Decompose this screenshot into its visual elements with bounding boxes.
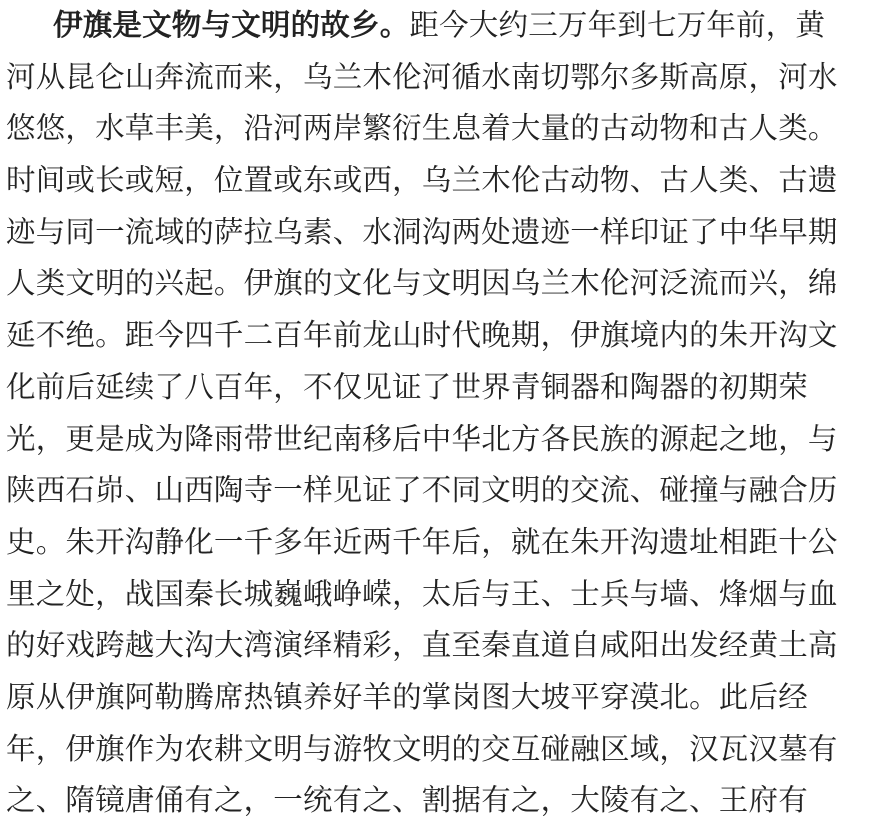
article-body — [6, 0, 876, 827]
paragraph-line-11: 史。朱开沟静化一千多年近两千年后，就在朱开沟遗址相距十公 — [6, 524, 838, 559]
paragraph-line-2: 河从昆仑山奔流而来，乌兰木伦河循水南切鄂尔多斯高原，河水 — [6, 59, 838, 94]
line-text: 距今大约三万年到七万年前，黄 — [409, 8, 826, 42]
paragraph-line-3: 悠悠，水草丰美，沿河两岸繁衍生息着大量的古动物和古人类。 — [6, 111, 838, 146]
paragraph-line-9: 光，更是成为降雨带世纪南移后中华北方各民族的源起之地，与 — [6, 421, 838, 456]
paragraph-line-13: 的好戏跨越大沟大湾演绎精彩，直至秦直道自咸阳出发经黄土高 — [6, 628, 838, 663]
lead-sentence: 伊旗是文物与文明的故乡。 — [53, 8, 410, 42]
paragraph-line-12: 里之处，战国秦长城巍峨峥嵘，太后与王、士兵与墙、烽烟与血 — [6, 576, 838, 611]
paragraph-line-10: 陕西石峁、山西陶寺一样见证了不同文明的交流、碰撞与融合历 — [6, 473, 838, 508]
paragraph-line-8: 化前后延续了八百年，不仅见证了世界青铜器和陶器的初期荣 — [6, 369, 808, 404]
paragraph-line-1 — [6, 0, 876, 52]
paragraph-line-14: 原从伊旗阿勒腾席热镇养好羊的掌岗图大坡平穿漠北。此后经 — [6, 679, 808, 714]
paragraph-line-16: 之、隋镜唐俑有之，一统有之、割据有之，大陵有之、王府有 — [6, 783, 808, 818]
paragraph-line-5: 迹与同一流域的萨拉乌素、水洞沟两处遗迹一样印证了中华早期 — [6, 214, 838, 249]
paragraph-line-6: 人类文明的兴起。伊旗的文化与文明因乌兰木伦河泛流而兴，绵 — [6, 266, 838, 301]
paragraph-line-15: 年，伊旗作为农耕文明与游牧文明的交互碰融区域，汉瓦汉墓有 — [6, 731, 838, 766]
paragraph-line-7: 延不绝。距今四千二百年前龙山时代晚期，伊旗境内的朱开沟文 — [6, 318, 838, 353]
paragraph-line-4: 时间或长或短，位置或东或西，乌兰木伦古动物、古人类、古遗 — [6, 163, 838, 198]
